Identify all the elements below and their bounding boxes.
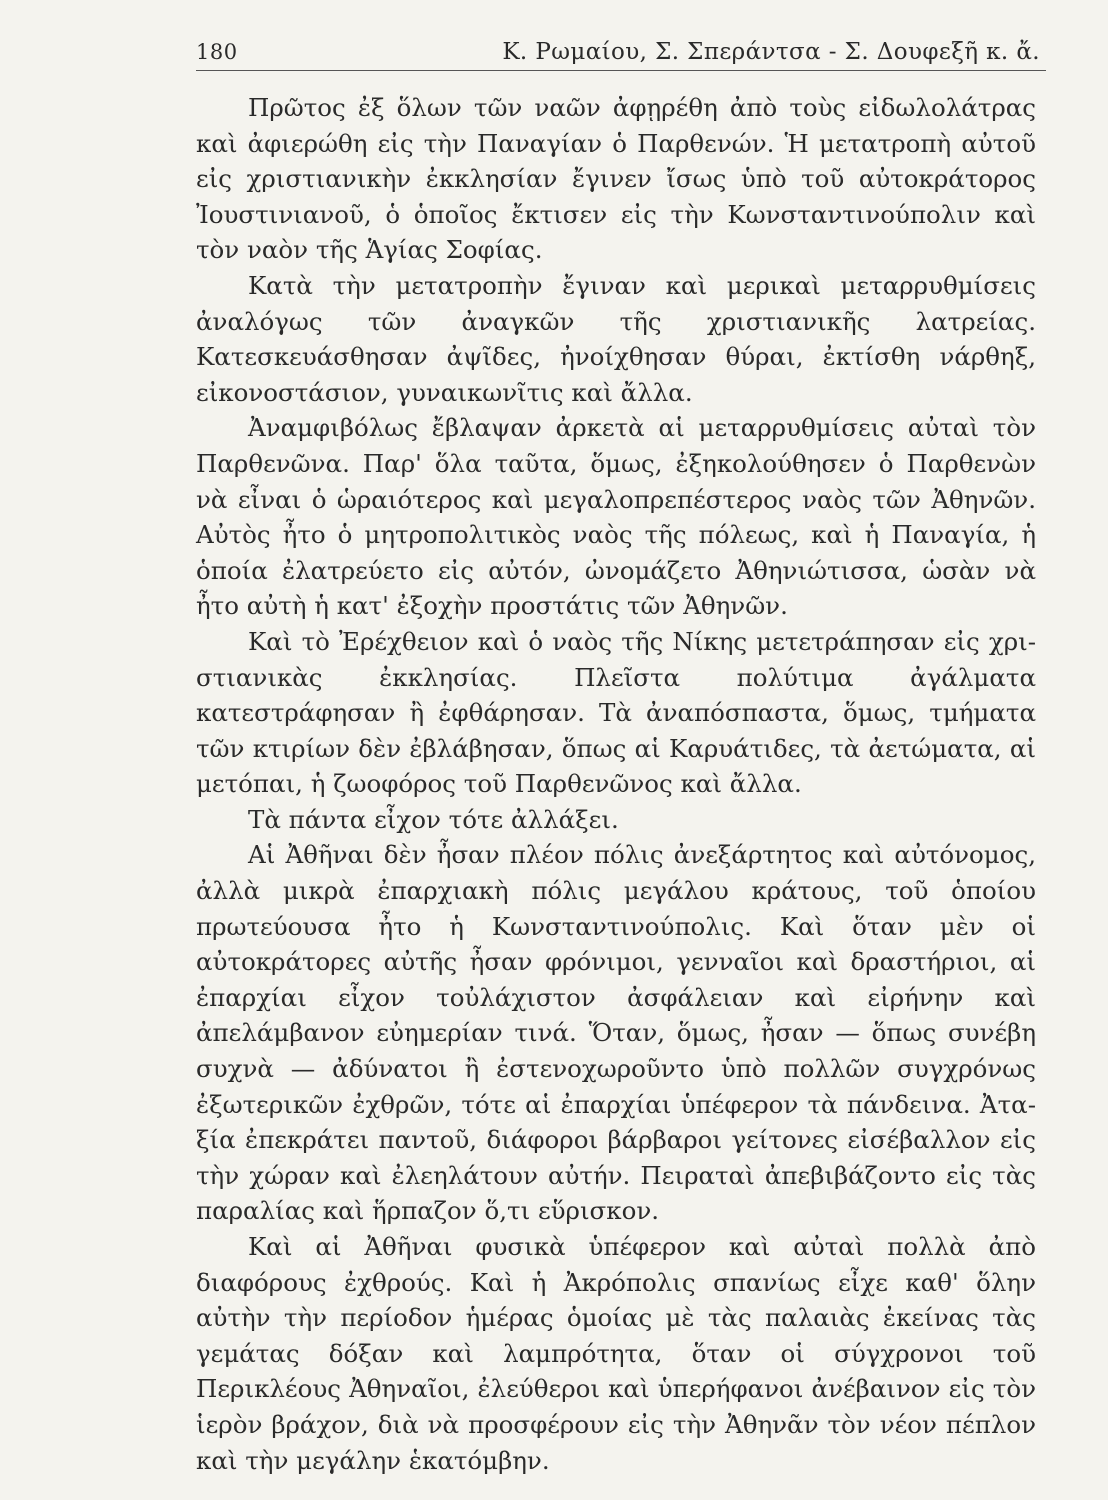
paragraph-1: Πρῶτος ἐξ ὅλων τῶν ναῶν ἀφῃρέθη ἀπὸ τοὺς εἰδωλολάτρας καὶ ἀφιερώθη εἰς τὴν Παναγίαν ὁ Παρθενών. Ἡ μετατροπὴ αὐτοῦ εἰς χριστιανικὴν ἐκκλησίαν ἔγινεν ἴσως ὑπὸ τοῦ αὐτοκράτορος Ἰουστινιανοῦ, ὁ ὁποῖος ἔκτισεν εἰς τὴν Κωνσταντινούπολιν καὶ τὸν ναὸν τῆς Ἁγίας Σοφίας. [196,93,1036,265]
paragraph-3: Ἀναμφιβόλως ἔβλαψαν ἀρκετὰ αἱ μεταρρυθμίσεις αὐταὶ τὸν Παρθενῶνα. Παρ' ὅλα ταῦτα, ὅμως, ἐξηκολούθησεν ὁ Παρθενὼν νὰ εἶναι ὁ ὡραιότερος καὶ μεγαλοπρεπέστερος ναὸς τῶν Ἀθηνῶν. Αὐτὸς ἦτο ὁ μητροπολιτικὸς ναὸς τῆς πόλεως, καὶ ἡ Παναγία, ἡ ὁποία ἐλατρεύετο εἰς αὐτόν, ὠνομάζετο Ἀθηνιώτισσα, ὡσὰν νὰ ἦτο αὐτὴ ἡ κατ' ἐξοχὴν προστάτις τῶν Ἀθηνῶν. [196,413,1036,621]
paragraph-6: Αἱ Ἀθῆναι δὲν ἦσαν πλέον πόλις ἀνεξάρτητος καὶ αὐτόνομος, ἀλλὰ μικρὰ ἐπαρχιακὴ πόλις μεγάλου κράτους, τοῦ ὁποίου πρωτεύουσα ἦτο ἡ Κωνσταντινούπολις. Καὶ ὅταν μὲν οἱ αὐτοκράτορες αὐτῆς ἦσαν φρόνιμοι, γενναῖοι καὶ δραστήριοι, αἱ ἐπαρχίαι εἶχον τοὐλάχιστον ἀσφάλειαν καὶ εἰρήνην καὶ ἀπελάμβανον εὐημερίαν τινά. Ὅταν, ὅμως, ἦσαν — ὅπως συνέβη συχνὰ — ἀδύνατοι ἢ ἐστενοχωροῦντο ὑπὸ πολλῶν συγχρόνως ἐξωτερικῶν ἐχθρῶν, τότε αἱ ἐπαρχίαι ὑπέφερον τὰ πάνδεινα. Ἀταξία ἐπεκράτει παντοῦ, διάφοροι βάρβαροι γείτονες εἰσέβαλλον εἰς τὴν χώραν καὶ ἐλεηλάτουν αὐτήν. Πειραταὶ ἀπεβιβάζοντο εἰς τὰς παραλίας καὶ ἥρπαζον ὅ,τι εὕρισκον. [196,840,1036,1226]
running-title: Κ. Ρωμαίου, Σ. Σπεράντσα - Σ. Δουφεξῆ κ. ἄ. [502,39,1040,65]
page-number: 180 [196,40,238,64]
paragraph-7: Καὶ αἱ Ἀθῆναι φυσικὰ ὑπέφερον καὶ αὐταὶ πολλὰ ἀπὸ διαφόρους ἐχθρούς. Καὶ ἡ Ἀκρόπολις σπανίως εἶχε καθ' ὅλην αὐτὴν τὴν περίοδον ἡμέρας ὁμοίας μὲ τὰς παλαιὰς ἐκείνας τὰς γεμάτας δόξαν καὶ λαμπρότητα, ὅταν οἱ σύγχρονοι τοῦ Περικλέους Ἀθηναῖοι, ἐλεύθεροι καὶ ὑπερήφανοι ἀνέβαινον εἰς τὸν ἱερὸν βράχον, διὰ νὰ προσφέρουν εἰς τὴν Ἀθηνᾶν τὸν νέον πέπλον καὶ τὴν μεγάλην ἑκατόμβην. [196,1232,1036,1475]
paragraph-2: Κατὰ τὴν μετατροπὴν ἔγιναν καὶ μερικαὶ μεταρρυθμίσεις ἀναλόγως τῶν ἀναγκῶν τῆς χριστιανικῆς λατρείας. Κατεσκευάσθησαν ἀψῖδες, ἠνοίχθησαν θύραι, ἐκτίσθη νάρθηξ, εἰκονοστάσιον, γυναικωνῖτις καὶ ἄλλα. [196,270,1036,407]
running-head [196,34,1046,71]
paragraph-4: Καὶ τὸ Ἐρέχθειον καὶ ὁ ναὸς τῆς Νίκης μετετράπησαν εἰς χριστιανικὰς ἐκκλησίας. Πλεῖστα πολύτιμα ἀγάλματα κατεστράφησαν ἢ ἐφθάρησαν. Τὰ ἀναπόσπαστα, ὅμως, τμήματα τῶν κτιρίων δὲν ἐβλάβησαν, ὅπως αἱ Καρυάτιδες, τὰ ἀετώματα, αἱ μετόπαι, ἡ ζωοφόρος τοῦ Παρθενῶνος καὶ ἄλλα. [196,626,1036,799]
paragraph-5: Τὰ πάντα εἶχον τότε ἀλλάξει. [248,804,619,834]
body-text [196,90,1036,1478]
